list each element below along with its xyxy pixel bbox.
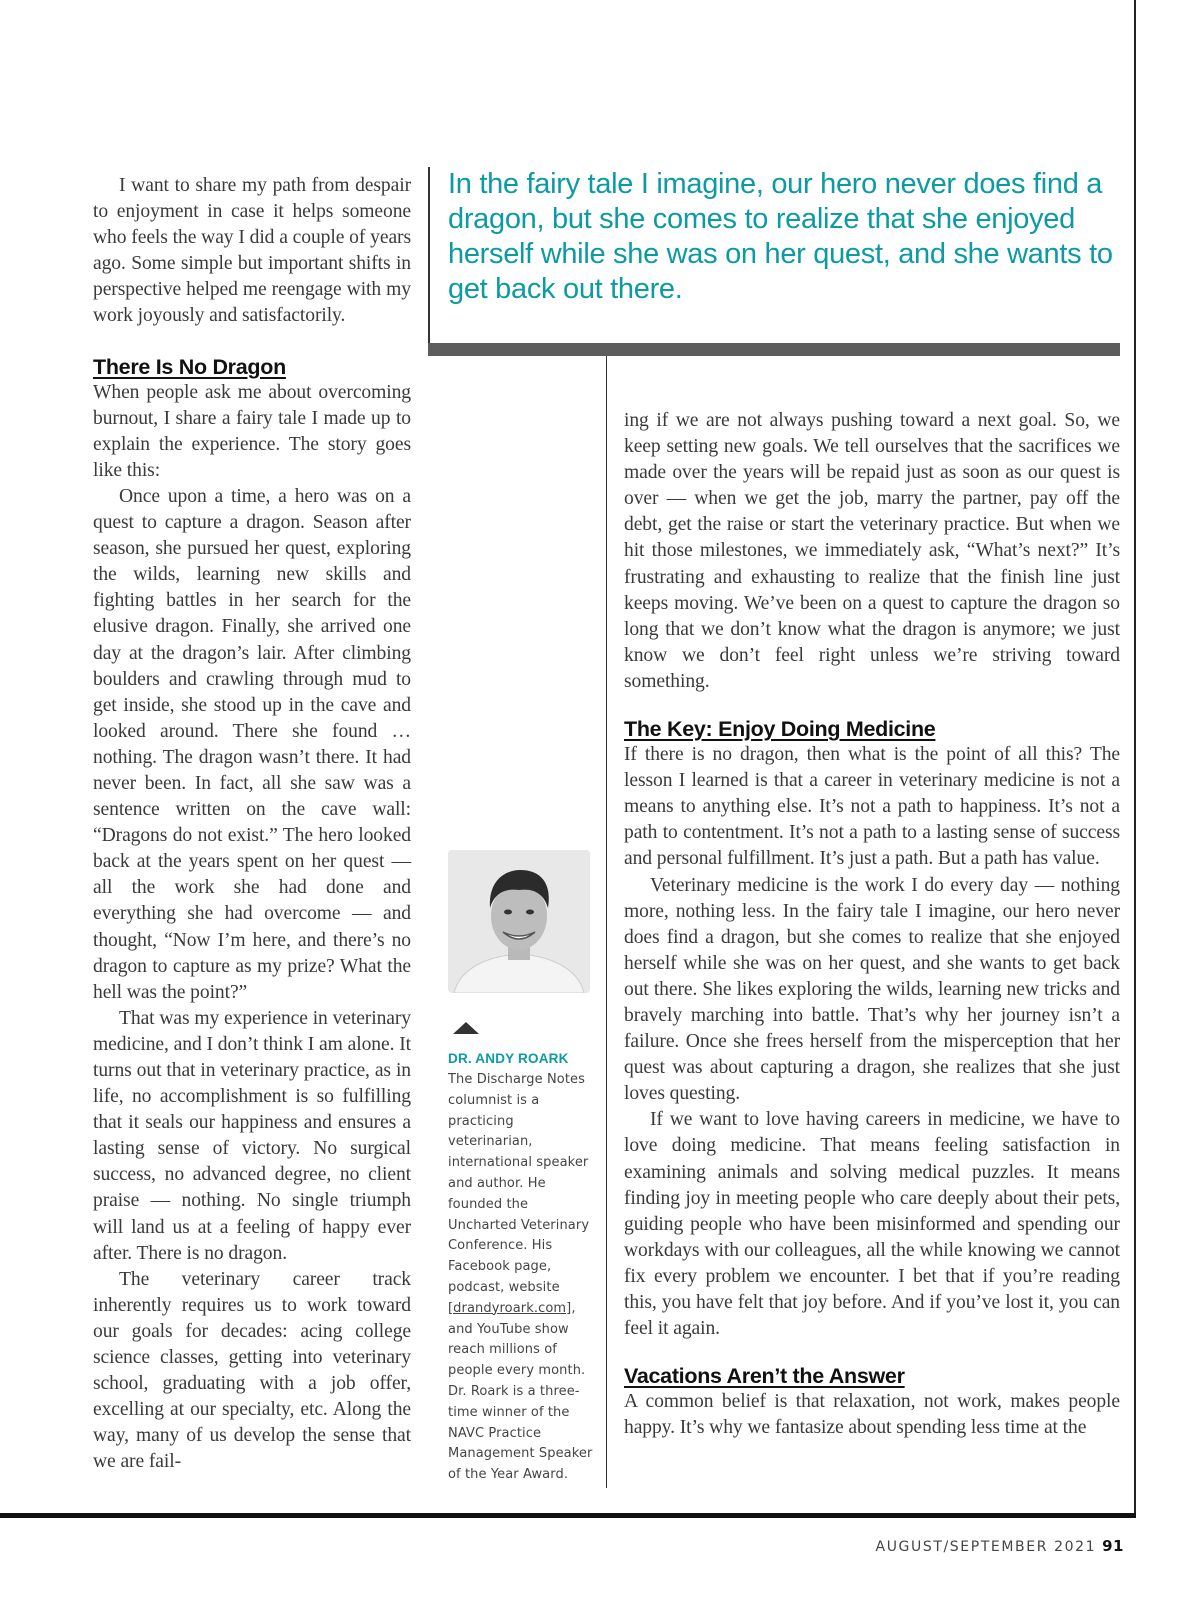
pull-quote: In the fairy tale I imagine, our hero never does find a dragon, but she comes to realize that she enjoyed herself while she was on her quest, and she wants to get back out there. <box>448 168 1113 305</box>
page-number: 91 <box>1102 1537 1124 1555</box>
page-footer <box>876 1537 1124 1555</box>
intro-paragraph: I want to share my path from despair to enjoyment in case it helps someone who feels the way I did a couple of years ago. Some simple but important shifts in perspective helped me reengage with my work joyously and satisfactorily. <box>93 175 411 327</box>
author-portrait-icon <box>448 850 590 993</box>
triangle-up-icon <box>453 1022 479 1034</box>
section-heading-vacations: Vacations Aren’t the Answer <box>624 1364 905 1389</box>
continued-paragraph: ing if we are not always pushing toward a next goal. So, we keep setting new goals. We tell ourselves that the sacrifices we made over the years will be repaid just as soon as our quest is over — when we get the job, marry the partner, pay off the debt, get the raise or start the veterinary practice. But when we hit those milestones, we immediately ask, “What’s next?” It’s frustrating and exhausting to realize that the finish line just keeps moving. We’ve been on a quest to capture the dragon so long that we don’t know what the dragon is anymore; we just know we don’t feel right unless we’re striving toward something. <box>624 410 1120 692</box>
author-bio-text: The Discharge Notes columnist is a practicing veterinarian, international speaker and author. He founded the Uncharted Veterinary Conference. His Facebook page, podcast, website <box>448 1072 590 1295</box>
body-paragraph: If we want to love having careers in medicine, we have to love doing medicine. That means feeling satisfaction in examining animals and solving medical puzzles. It means finding joy in meeting people who care deeply about their pets, guiding people who have been misinformed and spending our workdays with our colleagues, all the while knowing we cannot fix every problem we encounter. I bet that if you’re reading this, you have felt that joy before. And if you’ve lost it, you can feel it again. <box>624 1109 1120 1340</box>
pullquote-bar <box>428 343 1120 356</box>
left-column <box>93 173 411 1476</box>
body-paragraph: That was my experience in veterinary medicine, and I don’t think I am alone. It turns out that in veterinary practice, as in life, no accomplishment is so fulfilling that it seals our happiness and ensures a lasting sense of victory. No surgical success, no advanced degree, no client praise — nothing. No single triumph will land us at a feeling of happy ever after. There is no dragon. <box>93 1007 411 1264</box>
issue-date: AUGUST/SEPTEMBER 2021 <box>875 1539 1097 1555</box>
body-paragraph: Once upon a time, a hero was on a quest to capture a dragon. Season after season, she pursued her quest, exploring the wilds, learning new skills and fighting battles in her search for the elusive dragon. Finally, she arrived one day at the dragon’s lair. After climbing boulders and crawling through mud to get inside, she stood up in the cave and looked around. There she found … nothing. The dragon wasn’t there. It had never been. In fact, all she saw was a sentence written on the cave wall: “Dragons do not exist.” The hero looked back at the years spent on her quest — all the work she had done and everything she had overcome — and thought, “Now I’m here, and there’s no dragon to capture as my prize? What the hell was the point?” <box>93 485 411 1003</box>
author-bio-text-continued: , and YouTube show reach millions of people every month. Dr. Roark is a three-time winner of the NAVC Practice Management Speaker of the Year Award. <box>448 1300 593 1483</box>
body-paragraph: The veterinary career track inherently requires us to work toward our goals for decades: acing college science classes, getting into veterinary school, graduating with a job offer, excelling at our specialty, etc. Along the way, many of us develop the sense that we are fail- <box>93 1268 411 1473</box>
section-heading-enjoy-medicine: The Key: Enjoy Doing Medicine <box>624 717 936 742</box>
body-paragraph: Veterinary medicine is the work I do every day — nothing more, nothing less. In the fairy tale I imagine, our hero never does find a dragon, but she comes to realize that she enjoyed herself while she was on her quest, and she wants to get back out there. She likes exploring the wilds, learning new tricks and bravely marching into battle. That’s why her journey isn’t a failure. Once she frees herself from the misperception that her quest was about capturing a dragon, she realizes that she just loves questing. <box>624 874 1120 1105</box>
body-paragraph: If there is no dragon, then what is the point of all this? The lesson I learned is that a career in veterinary medicine is not a means to anything else. It’s not a path to happiness. It’s not a path to contentment. It’s not a path to a lasting sense of success and personal fulfillment. It’s just a path. But a path has value. <box>624 744 1120 870</box>
pullquote-rule <box>428 167 430 347</box>
page-edge-rule <box>1134 0 1136 1515</box>
body-paragraph: When people ask me about overcoming burnout, I share a fairy tale I made up to explain the experience. The story goes like this: <box>93 381 411 481</box>
right-column <box>624 408 1120 1441</box>
author-name: DR. ANDY ROARK <box>448 1051 569 1066</box>
website-link[interactable]: [drandyroark.com] <box>448 1300 572 1316</box>
column-divider <box>606 356 607 1488</box>
body-paragraph: A common belief is that relaxation, not work, makes people happy. It’s why we fantasize about spending less time at the <box>624 1391 1120 1439</box>
author-bio <box>448 1070 598 1486</box>
section-heading-no-dragon: There Is No Dragon <box>93 354 286 379</box>
author-photo <box>448 850 590 993</box>
footer-rule <box>0 1513 1136 1518</box>
